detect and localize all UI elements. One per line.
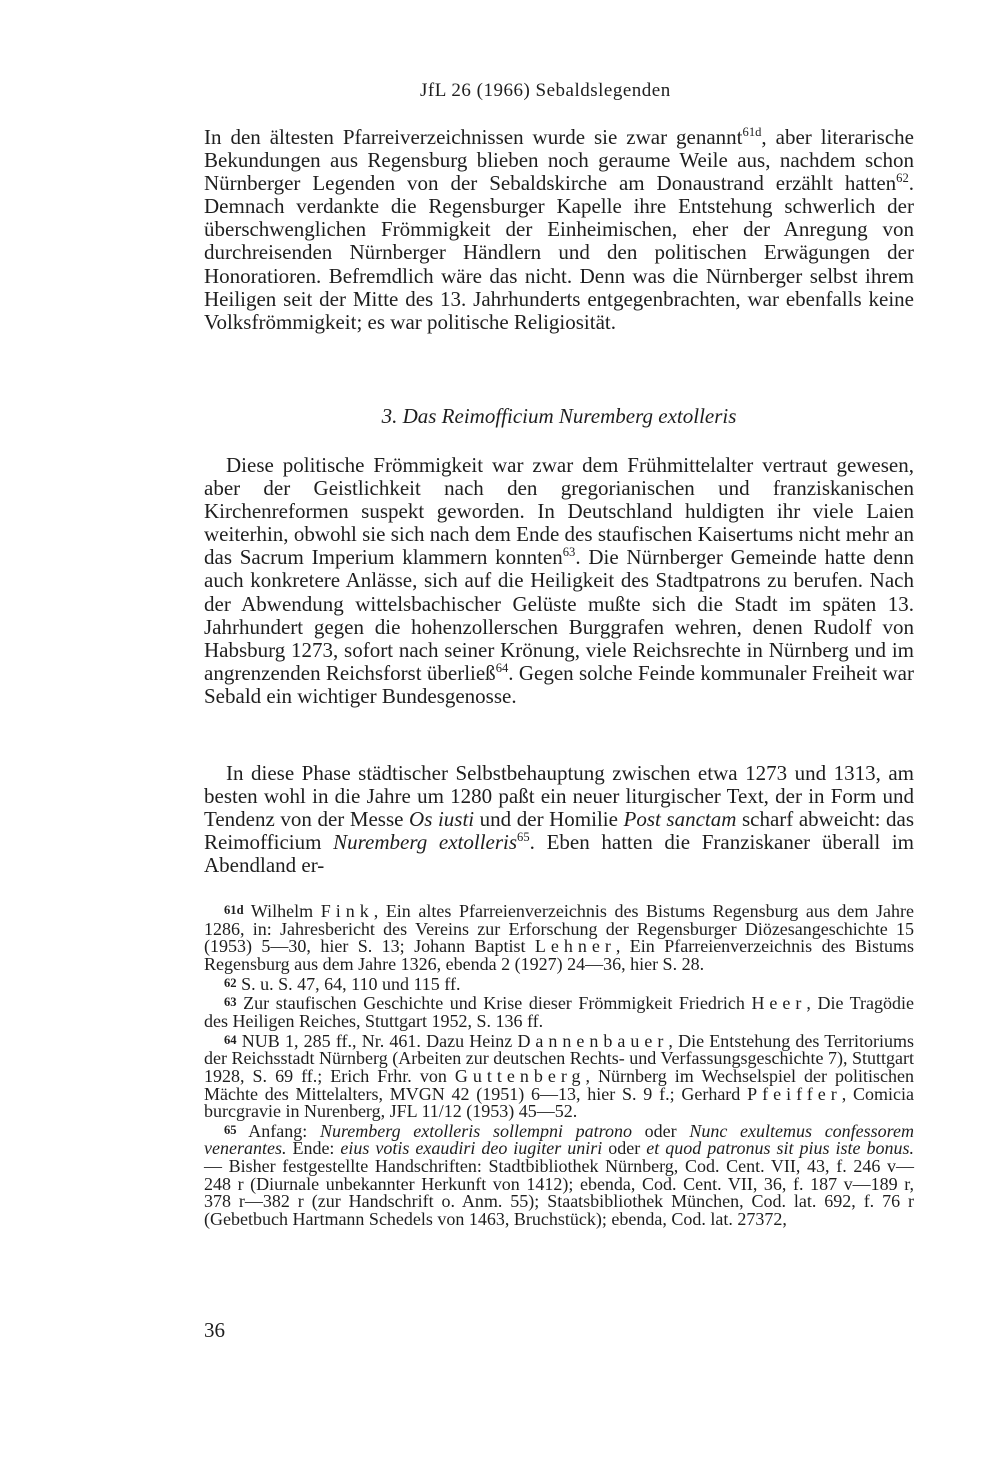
paragraph-text: . Eben hatten die Franziskaner überall im Abendland er-: [204, 830, 914, 878]
footnote-text: , Nürnberg im Wechselspiel der politischen Mächte des Mittelalters, MVGN 42 (1951) 6—13, hier S. 9 f.; Gerhard: [204, 1065, 914, 1104]
paragraph-2: [204, 454, 914, 708]
footnote-number: 61d: [224, 903, 244, 917]
paragraph-text: , aber literarische Bekundungen aus Regensburg blieben noch geraume Weile aus, nachdem schon Nürnberger Legenden von der Sebaldskirche am Donaustrand erzählt hatten: [204, 125, 914, 196]
paragraph-text: . Die Nürnberger Gemeinde hatte denn auch konkretere Anlässe, sich auf die Heiligkeit des Stadtpatrons zu berufen. Nach der Abwendung wittelsbachischer Gelüste mußte sich die Stadt im späten 13. Jahrhundert gegen die hohenzollerschen Burggrafen wehren, denen Rudolf von Habsburg 1273, sofort nach seiner Krönung, viele Reichsrechte in Nürnberg und im angrenzenden Reichsforst überließ: [204, 545, 914, 685]
footnote-text: S. u. S. 47, 64, 110 und 115 ff.: [241, 973, 461, 994]
footnote-text: , Ein Pfarreienverzeichnis des Bistums Regensburg aus dem Jahre 1326, ebenda 2 (1927) 24—36, hier S. 28.: [204, 936, 914, 974]
paragraph-3: [204, 762, 914, 877]
paragraph-1: [204, 126, 914, 334]
footnote-number: 65: [224, 1122, 237, 1137]
footnote-text: , Die Entstehung des Territoriums der Reichsstadt Nürnberg (Arbeiten zur deutschen Rechts- und Verfassungsgeschichte 7), Stuttgart 1928, S. 69 ff.; Erich Frhr. von: [204, 1030, 915, 1086]
footnote-text: , Die Tragödie des Heiligen Reiches, Stuttgart 1952, S. 136 ff.: [204, 993, 915, 1031]
paragraph-text: In diese Phase städtischer Selbstbehauptung zwischen etwa 1273 und 1313, am besten wohl in die Jahre um 1280 paßt ein neuer liturgischer Text, der in Form und Tendenz von der Messe: [204, 761, 914, 832]
author-name: Guttenberg: [454, 1065, 586, 1086]
paragraph-text: In den ältesten Pfarreiverzeichnissen wurde sie zwar genannt: [204, 125, 743, 149]
italic-title: Post sanctam: [623, 807, 737, 832]
italic-title: Os iusti: [409, 807, 475, 832]
footnote-text: — Bisher festgestellte Handschriften: Stadtbibliothek Nürnberg, Cod. Cent. VII, 43, f. 246 v—248 r (Diurnale unbekannter Herkunft von 1412); ebenda, Cod. Cent. VII, 36, f. 187 v—189 r, 378 r—382 r (zur Handschrift o. Anm. 55); Staatsbibliothek München, Cod. lat. 692, f. 76 r (Gebetbuch Hartmann Schedels von 1463, Bruchstück); ebenda, Cod. lat. 27372,: [204, 1156, 914, 1229]
footnote-text: Zur staufischen Geschichte und Krise dieser Frömmigkeit Friedrich: [243, 993, 752, 1014]
paragraph-text: und der Homilie: [474, 807, 624, 832]
running-head: JfL 26 (1966) Sebaldslegenden: [420, 80, 671, 101]
italic-quote: et quod patronus sit pius iste bonus.: [646, 1138, 914, 1159]
footnote-text: oder: [632, 1120, 690, 1141]
author-name: Pfeiffer: [747, 1083, 842, 1104]
italic-quote: Nuremberg extolleris sollempni patrono: [319, 1120, 632, 1141]
footnote-text: NUB 1, 285 ff., Nr. 461. Dazu Heinz: [241, 1030, 518, 1051]
footnote-63: [204, 994, 914, 1030]
footnote-64: [204, 1032, 914, 1121]
italic-quote: Nunc exultemus confessorem venerantes.: [204, 1120, 915, 1159]
paragraph-text: . Demnach verdankte die Regensburger Kapelle ihre Entstehung schwerlich der überschwenglichen Frömmigkeit der Einheimischen, eher der Anregung von durchreisenden Nürnberger Händlern und den politischen Erwägungen der Honoratioren. Befremdlich wäre das nicht. Denn was die Nürnberger selbst ihrem Heiligen seit der Mitte des 13. Jahrhunderts entgegenbrachten, war ebenfalls keine Volksfrömmigkeit; es war politische Religiosität.: [204, 171, 914, 334]
footnotes: [204, 902, 914, 1228]
author-name: Fink: [320, 901, 374, 922]
italic-quote: eius votis exaudiri deo iugiter uniri: [340, 1138, 603, 1159]
section-heading: 3. Das Reimofficium Nuremberg extolleris: [381, 404, 737, 428]
paragraph-text: scharf abweicht: das Reimofficium: [204, 807, 915, 855]
footnote-text: Wilhelm: [250, 901, 321, 922]
author-name: Dannenbauer: [517, 1030, 669, 1051]
footnote-number: 64: [224, 1032, 237, 1047]
paragraph-text: Diese politische Frömmigkeit war zwar dem Frühmittelalter vertraut gewesen, aber der Geistlichkeit nach den gregorianischen und franziskanischen Kirchenreformen suspekt geworden. In Deutschland huldigten ihr viele Laien weiterhin, obwohl sie sich nach dem Ende des staufischen Kaisertums nicht mehr an das Sacrum Imperium klammern konnten: [204, 453, 914, 570]
author-name: Lehner: [534, 936, 616, 957]
footnote-text: , Ein altes Pfarreienverzeichnis des Bistums Regensburg aus dem Jahre 1286, in: Jahresbericht des Vereins zur Erforschung der Regensburger Diözesangeschichte 15 (1953) 5—30, hier S. 13; Johann Baptist: [204, 901, 914, 957]
footnote-ref: 62: [896, 171, 909, 186]
footnote-text: Ende:: [286, 1138, 341, 1159]
footnote-ref: 61d: [742, 125, 762, 139]
page-number: 36: [204, 1318, 225, 1342]
footnote-number: 63: [224, 995, 237, 1010]
italic-title: Nuremberg extolleris: [333, 830, 518, 855]
footnote-text: Anfang:: [248, 1120, 320, 1141]
footnote-61d: [204, 902, 914, 974]
footnote-ref: 65: [517, 830, 530, 845]
footnote-text: , Comicia burcgravie in Nurenberg, JFL 11/12 (1953) 45—52.: [204, 1083, 914, 1122]
footnote-number: 62: [224, 975, 237, 990]
author-name: Heer: [751, 993, 807, 1014]
footnote-65: [204, 1122, 914, 1229]
footnote-ref: 63: [562, 545, 576, 560]
footnote-ref: 64: [495, 660, 509, 675]
paragraph-text: . Gegen solche Feinde kommunaler Freiheit war Sebald ein wichtiger Bundesgenosse.: [204, 660, 914, 708]
footnote-text: oder: [602, 1138, 647, 1159]
footnote-62: [204, 975, 914, 994]
